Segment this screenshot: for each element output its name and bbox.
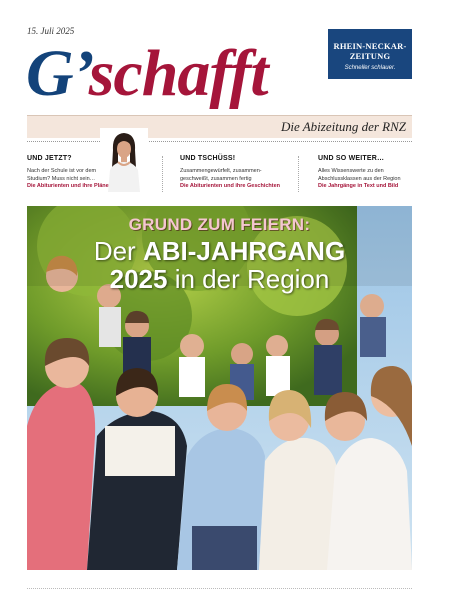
subtitle-band xyxy=(27,115,412,138)
header-divider xyxy=(27,141,412,142)
cover-line1-pre: Der xyxy=(93,236,143,266)
teaser-body-line: geschweißt, zusammen fertig xyxy=(180,175,252,182)
cover-headline xyxy=(27,215,412,294)
cover-kicker: GRUND ZUM FEIERN: xyxy=(128,215,311,234)
teaser-body-line: Zusammengewürfelt, zusammen- xyxy=(180,168,262,174)
masthead-title xyxy=(26,34,326,114)
teaser-divider xyxy=(298,156,299,192)
teaser-und-jetzt[interactable] xyxy=(27,155,112,191)
teaser-heading: UND SO WEITER… xyxy=(318,155,385,162)
masthead-part1: G’ xyxy=(26,37,89,110)
issue-date: 15. Juli 2025 xyxy=(27,26,75,36)
teaser-und-tschuess[interactable] xyxy=(180,155,300,191)
cover-line1-bold: ABI-JAHRGANG xyxy=(142,236,346,266)
rnz-logo xyxy=(328,29,412,79)
teaser-body-line: Nach der Schule ist vor dem xyxy=(27,168,97,174)
teaser-link[interactable]: Die Abiturienten und ihre Geschichten xyxy=(180,183,281,189)
teaser-heading: UND JETZT? xyxy=(27,155,72,162)
teaser-link[interactable]: Die Abiturienten und ihre Pläne xyxy=(27,183,109,189)
logo-tagline: Schneller schlauer. xyxy=(344,65,396,71)
teaser-body xyxy=(27,168,112,183)
teaser-link[interactable]: Die Jahrgänge in Text und Bild xyxy=(318,183,399,189)
footer-divider xyxy=(27,588,412,589)
teaser-heading: UND TSCHÜSS! xyxy=(180,155,236,162)
teaser-body-line: Abschlussklassen aus der Region xyxy=(318,175,401,182)
logo-name: RHEIN-NECKAR-ZEITUNG xyxy=(333,41,407,61)
teaser-divider xyxy=(162,156,163,192)
teaser-body xyxy=(180,168,300,183)
teaser-und-so-weiter[interactable] xyxy=(318,155,413,191)
teaser-body-line: Alles Wissenswerte zu den xyxy=(318,168,384,174)
masthead-part2: schafft xyxy=(88,37,268,110)
cover-line2-post: in der Region xyxy=(167,264,330,294)
subtitle: Die Abizeitung der RNZ xyxy=(280,119,406,134)
cover-title xyxy=(27,237,412,293)
teaser-body xyxy=(318,168,413,183)
teaser-body-line: Studium? Muss nicht sein… xyxy=(27,175,96,182)
cover-line2-bold: 2025 xyxy=(109,264,168,294)
